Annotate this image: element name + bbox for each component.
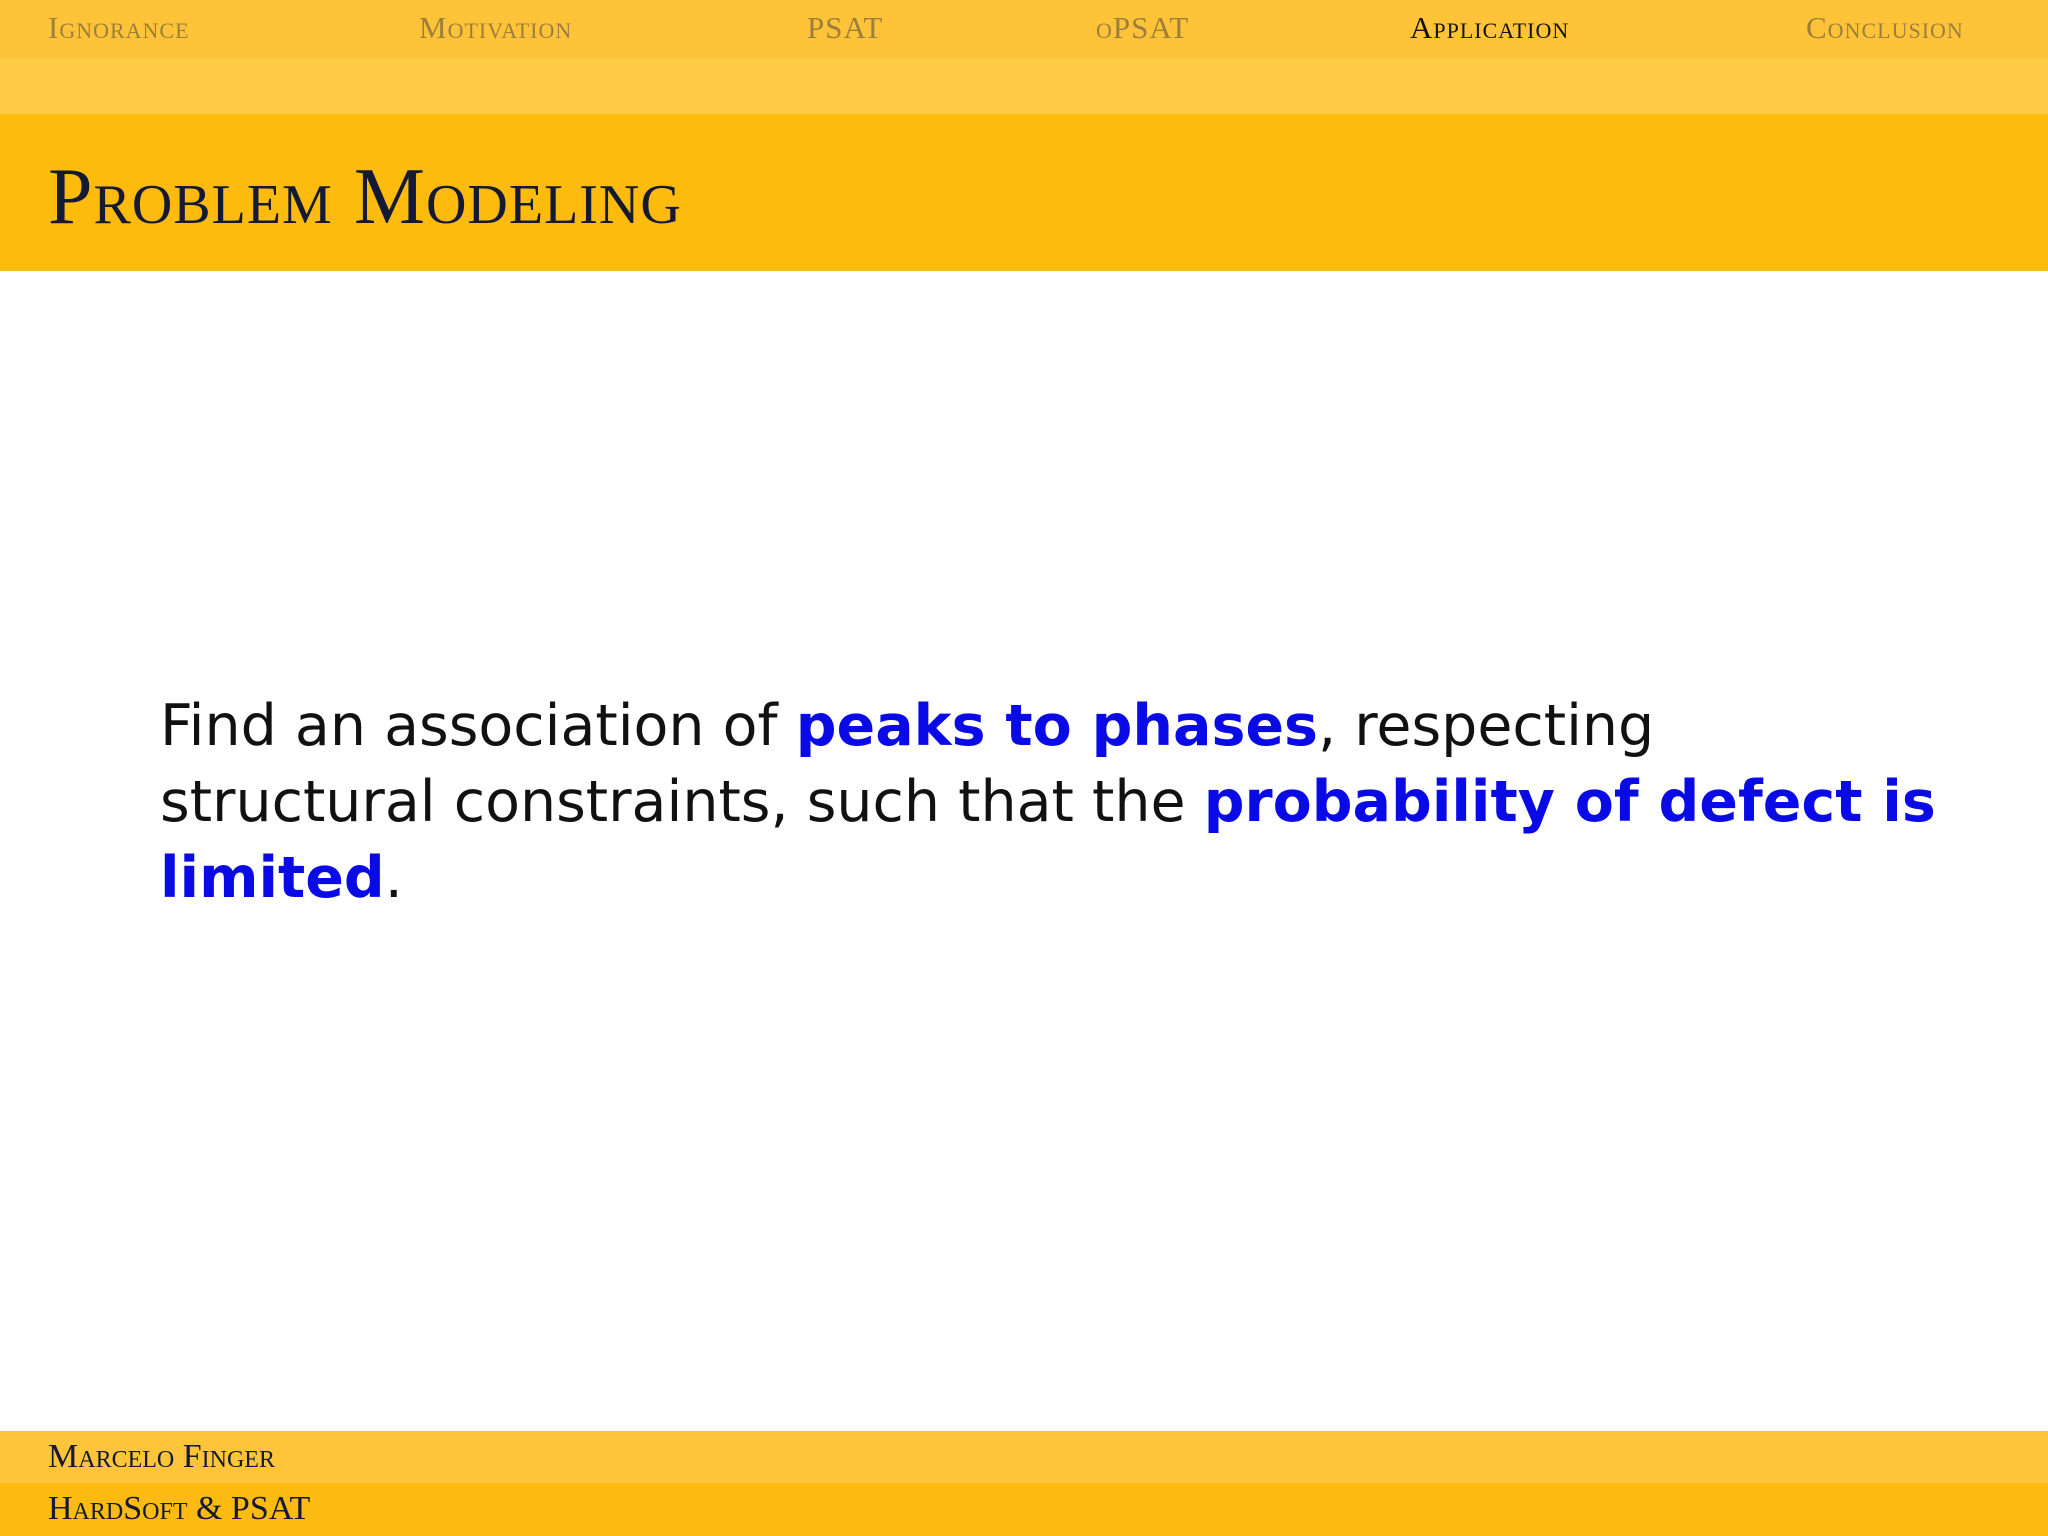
- nav-section-psat[interactable]: PSAT: [807, 10, 884, 45]
- body-text-part-1: Find an association of: [160, 693, 796, 759]
- footer-talk-title: HardSoft & PSAT: [48, 1490, 311, 1527]
- nav-section-application[interactable]: Application: [1410, 10, 1570, 45]
- body-text-part-2: , respecting structural constraints, such that the: [160, 693, 1655, 835]
- nav-section-ignorance[interactable]: Ignorance: [48, 10, 190, 45]
- nav-section-motivation[interactable]: Motivation: [419, 10, 573, 45]
- highlight-peaks-to-phases: peaks to phases: [795, 693, 1318, 759]
- highlight-probability-of-defect: probability of defect is limited: [160, 769, 1936, 911]
- frame-title: Problem Modeling: [48, 153, 682, 241]
- footer-title-bar: [0, 1483, 2048, 1536]
- footer-author-bar: [0, 1431, 2048, 1483]
- body-paragraph: [160, 688, 1940, 916]
- frame-title-bar: [0, 114, 2048, 271]
- section-navigation: [0, 0, 2048, 58]
- subsection-band: [0, 58, 2048, 114]
- body-text-part-3: .: [384, 845, 403, 911]
- nav-section-opsat[interactable]: oPSAT: [1096, 10, 1190, 45]
- footer-author: Marcelo Finger: [48, 1438, 275, 1475]
- nav-section-conclusion[interactable]: Conclusion: [1806, 10, 1964, 45]
